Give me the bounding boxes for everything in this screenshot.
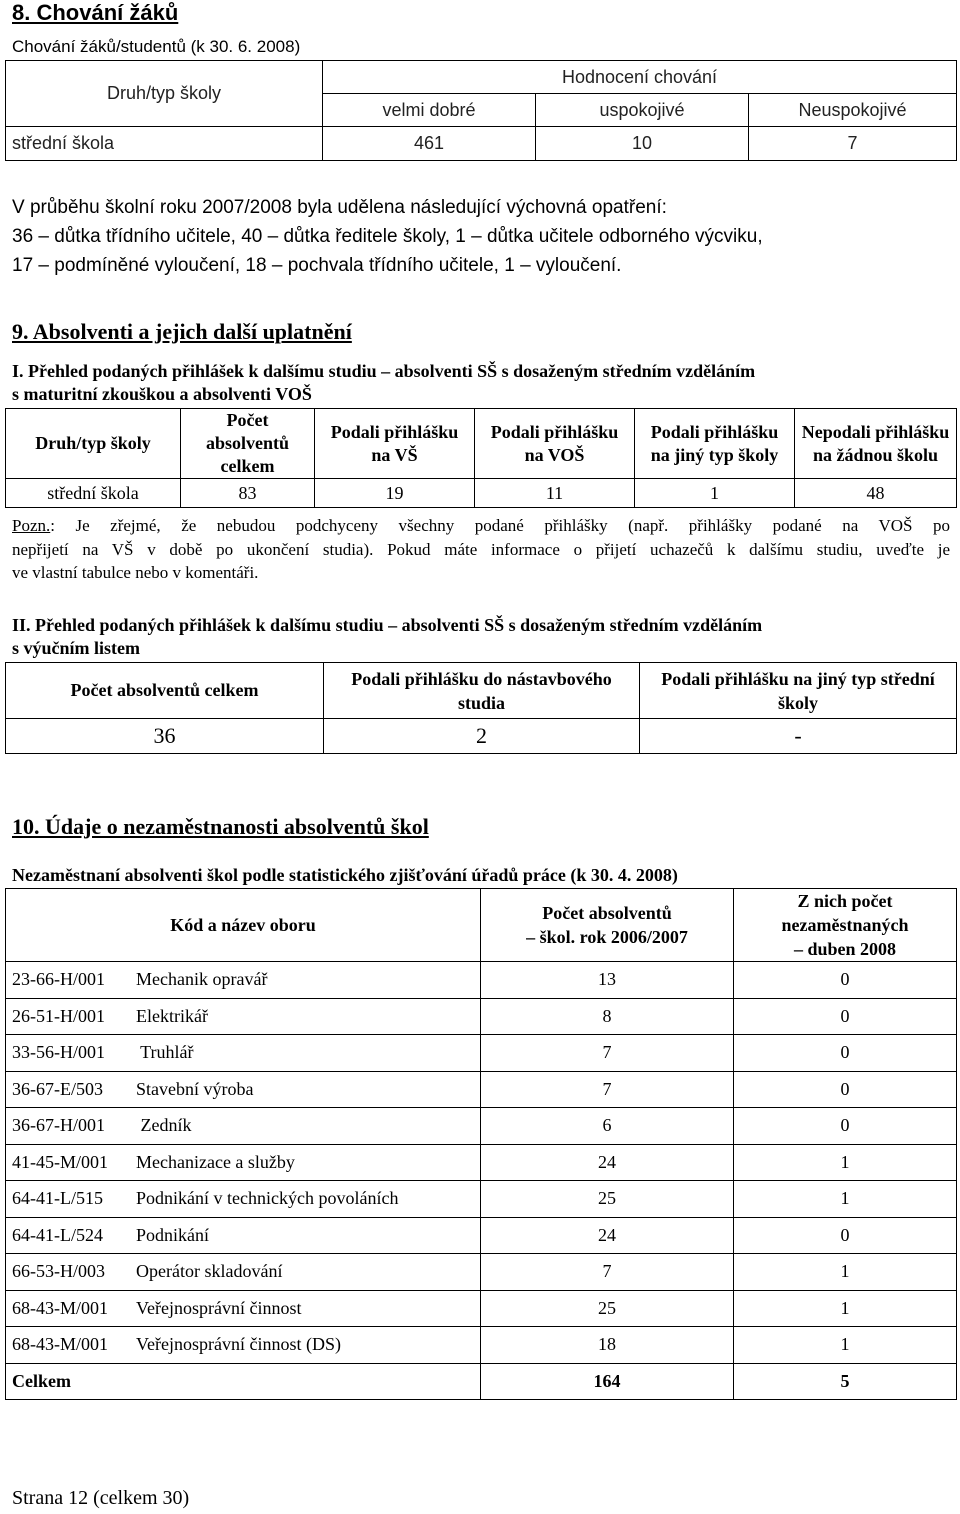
table-row [6, 998, 957, 1035]
field-name: Operátor skladování [136, 1261, 283, 1282]
section-9-title-text: 9. Absolventi a jejich další uplatnění [12, 319, 352, 344]
cell-graduates-count: 24 [481, 1217, 734, 1254]
cell-unemployed-count: 0 [734, 1217, 957, 1254]
unemployment-table [5, 888, 957, 1400]
field-code: 68-43-M/001 [12, 1297, 108, 1318]
note-label: Pozn. [12, 516, 51, 535]
cell-unemployed-count: 0 [734, 962, 957, 999]
cell-field [6, 1290, 481, 1327]
cell-unemployed-count: 1 [734, 1327, 957, 1364]
note-line-3: ve vlastní tabulce nebo v komentáři. [12, 563, 259, 582]
col-graduates-count-line-2: – škol. rok 2006/2007 [526, 927, 688, 947]
cell-field [6, 1035, 481, 1072]
cell-very-good: 461 [323, 127, 536, 161]
measures-line-1: V průběhu školní roku 2007/2008 byla udělena následující výchovná opatření: [12, 197, 667, 218]
table-row [6, 1217, 957, 1254]
field-name: Stavební výroba [136, 1078, 254, 1099]
field-name: Podnikání [136, 1224, 210, 1245]
table-row [6, 1144, 957, 1181]
behavior-table [5, 60, 957, 161]
cell-field [6, 1144, 481, 1181]
table-row [6, 479, 957, 508]
table-row [6, 127, 957, 161]
table-row [6, 1035, 957, 1072]
cell-applied-university: 19 [315, 479, 475, 508]
cell-field [6, 962, 481, 999]
cell-applied-other-secondary: - [640, 719, 957, 754]
cell-graduates-count: 7 [481, 1254, 734, 1291]
col-applied-extension: Podali přihlášku do nástavbového studia [324, 663, 640, 719]
note-line-1: : Je zřejmé, že nebudou podchyceny všechny podané přihlášky (např. přihlášky podané na VOŠ po [50, 516, 950, 535]
cell-unemployed-count: 1 [734, 1181, 957, 1218]
table-row [6, 1181, 957, 1218]
col-school-type: Druh/typ školy [6, 409, 181, 479]
table-row [6, 1108, 957, 1145]
table-row [6, 1254, 957, 1291]
cell-graduates-count: 6 [481, 1108, 734, 1145]
field-code: 26-51-H/001 [12, 1005, 105, 1026]
table-row [6, 1327, 957, 1364]
col-unemployed-line-2: nezaměstnaných [781, 915, 909, 935]
part-ii-heading-line-2: s výučním listem [12, 638, 140, 658]
cell-field [6, 1217, 481, 1254]
total-label: Celkem [6, 1363, 481, 1399]
cell-not-applied: 48 [795, 479, 957, 508]
cell-graduates-count: 24 [481, 1144, 734, 1181]
cell-graduates-total: 36 [6, 719, 324, 754]
table-row [6, 1290, 957, 1327]
applications-table-i [5, 408, 957, 508]
measures-line-3: 17 – podmíněné vyloučení, 18 – pochvala třídního učitele, 1 – vyloučení. [12, 255, 622, 276]
field-code: 23-66-H/001 [12, 969, 105, 990]
cell-unemployed-count: 0 [734, 1108, 957, 1145]
field-name: Zedník [136, 1115, 192, 1136]
part-i-note [12, 514, 950, 585]
part-ii-heading-line-1: II. Přehled podaných přihlášek k dalšímu studiu – absolventi SŠ s dosaženým středním vzděláním [12, 615, 763, 635]
field-code: 41-45-M/001 [12, 1151, 108, 1172]
total-unemployed: 5 [734, 1363, 957, 1399]
col-applied-vos: Podali přihlášku na VOŠ [475, 409, 635, 479]
section-10-title [12, 814, 429, 840]
cell-applied-other: 1 [635, 479, 795, 508]
page-footer: Strana 12 (celkem 30) [12, 1487, 190, 1509]
cell-field [6, 1071, 481, 1108]
cell-graduates-count: 7 [481, 1071, 734, 1108]
field-code: 64-41-L/515 [12, 1188, 103, 1209]
measures-paragraph [12, 193, 956, 280]
row-school: střední škola [6, 127, 323, 161]
cell-unemployed-count: 1 [734, 1290, 957, 1327]
field-name: Mechanizace a služby [136, 1151, 295, 1172]
section-9-title [12, 319, 352, 345]
field-code: 36-67-H/001 [12, 1115, 105, 1136]
col-graduates-total: Počet absolventů celkem [6, 663, 324, 719]
cell-graduates-count: 7 [481, 1035, 734, 1072]
cell-graduates-count: 25 [481, 1181, 734, 1218]
total-count: 164 [481, 1363, 734, 1399]
cell-graduates-count: 13 [481, 962, 734, 999]
part-i-heading-line-1: I. Přehled podaných přihlášek k dalšímu studiu – absolventi SŠ s dosaženým středním vzděláním [12, 361, 756, 381]
field-name: Mechanik opravář [136, 969, 268, 990]
field-name: Elektrikář [136, 1005, 208, 1026]
field-code: 68-43-M/001 [12, 1334, 108, 1355]
section-8-title-text: 8. Chování žáků [12, 0, 179, 25]
col-field: Kód a název oboru [6, 889, 481, 962]
part-ii-heading [12, 614, 956, 660]
note-line-2: nepřijetí na VŠ v době po ukončení studia). Pokud máte informace o přijetí uchazečů k dalšímu studiu, uveďte je [12, 539, 950, 559]
field-code: 36-67-E/503 [12, 1078, 103, 1099]
col-unemployed-line-3: – duben 2008 [793, 939, 897, 959]
col-graduates-count-line-1: Počet absolventů [542, 903, 672, 923]
cell-unemployed-count: 0 [734, 1035, 957, 1072]
total-row [6, 1363, 957, 1399]
col-applied-university: Podali přihlášku na VŠ [315, 409, 475, 479]
section-8-title [12, 0, 178, 26]
col-satisfactory: uspokojivé [536, 94, 749, 127]
behavior-subtitle: Chování žáků/studentů (k 30. 6. 2008) [12, 37, 301, 56]
cell-applied-vos: 11 [475, 479, 635, 508]
cell-field [6, 1181, 481, 1218]
cell-unemployed-count: 0 [734, 1071, 957, 1108]
col-not-applied: Nepodali přihlášku na žádnou školu [795, 409, 957, 479]
part-i-heading-line-2: s maturitní zkouškou a absolventi VOŠ [12, 384, 312, 404]
field-name: Veřejnosprávní činnost [136, 1297, 302, 1318]
cell-unsatisfactory: 7 [749, 127, 957, 161]
col-applied-other: Podali přihlášku na jiný typ školy [635, 409, 795, 479]
col-graduates-count [481, 889, 734, 962]
cell-field [6, 1254, 481, 1291]
table-row [6, 1071, 957, 1108]
field-name: Truhlář [136, 1042, 194, 1063]
row-school: střední škola [6, 479, 181, 508]
unemployment-rows [6, 962, 957, 1364]
cell-satisfactory: 10 [536, 127, 749, 161]
part-i-heading [12, 360, 956, 406]
table-row [6, 719, 957, 754]
cell-graduates-count: 25 [481, 1290, 734, 1327]
unemployment-subtitle: Nezaměstnaní absolventi škol podle statistického zjišťování úřadů práce (k 30. 4. 2008) [12, 865, 678, 885]
cell-unemployed-count: 1 [734, 1144, 957, 1181]
cell-applied-extension: 2 [324, 719, 640, 754]
field-code: 33-56-H/001 [12, 1042, 105, 1063]
field-name: Veřejnosprávní činnost (DS) [136, 1334, 341, 1355]
col-school-type: Druh/typ školy [6, 61, 323, 127]
cell-field [6, 1108, 481, 1145]
col-unemployed-count [734, 889, 957, 962]
cell-unemployed-count: 1 [734, 1254, 957, 1291]
cell-field [6, 1327, 481, 1364]
field-name: Podnikání v technických povoláních [136, 1188, 399, 1209]
table-row [6, 962, 957, 999]
section-10-title-text: 10. Údaje o nezaměstnanosti absolventů škol [12, 814, 429, 839]
col-very-good: velmi dobré [323, 94, 536, 127]
applications-table-ii [5, 662, 957, 754]
measures-line-2: 36 – důtka třídního učitele, 40 – důtka ředitele školy, 1 – důtka učitele odborného výcviku, [12, 226, 763, 247]
cell-unemployed-count: 0 [734, 998, 957, 1035]
cell-field [6, 998, 481, 1035]
cell-graduates-count: 18 [481, 1327, 734, 1364]
col-unemployed-line-1: Z nich počet [797, 891, 893, 911]
col-graduates-total: Počet absolventů celkem [181, 409, 315, 479]
cell-graduates-count: 8 [481, 998, 734, 1035]
col-applied-other-secondary: Podali přihlášku na jiný typ střední školy [640, 663, 957, 719]
field-code: 64-41-L/524 [12, 1224, 103, 1245]
col-group-behavior: Hodnocení chování [323, 61, 957, 94]
cell-graduates-total: 83 [181, 479, 315, 508]
field-code: 66-53-H/003 [12, 1261, 105, 1282]
col-unsatisfactory: Neuspokojivé [749, 94, 957, 127]
